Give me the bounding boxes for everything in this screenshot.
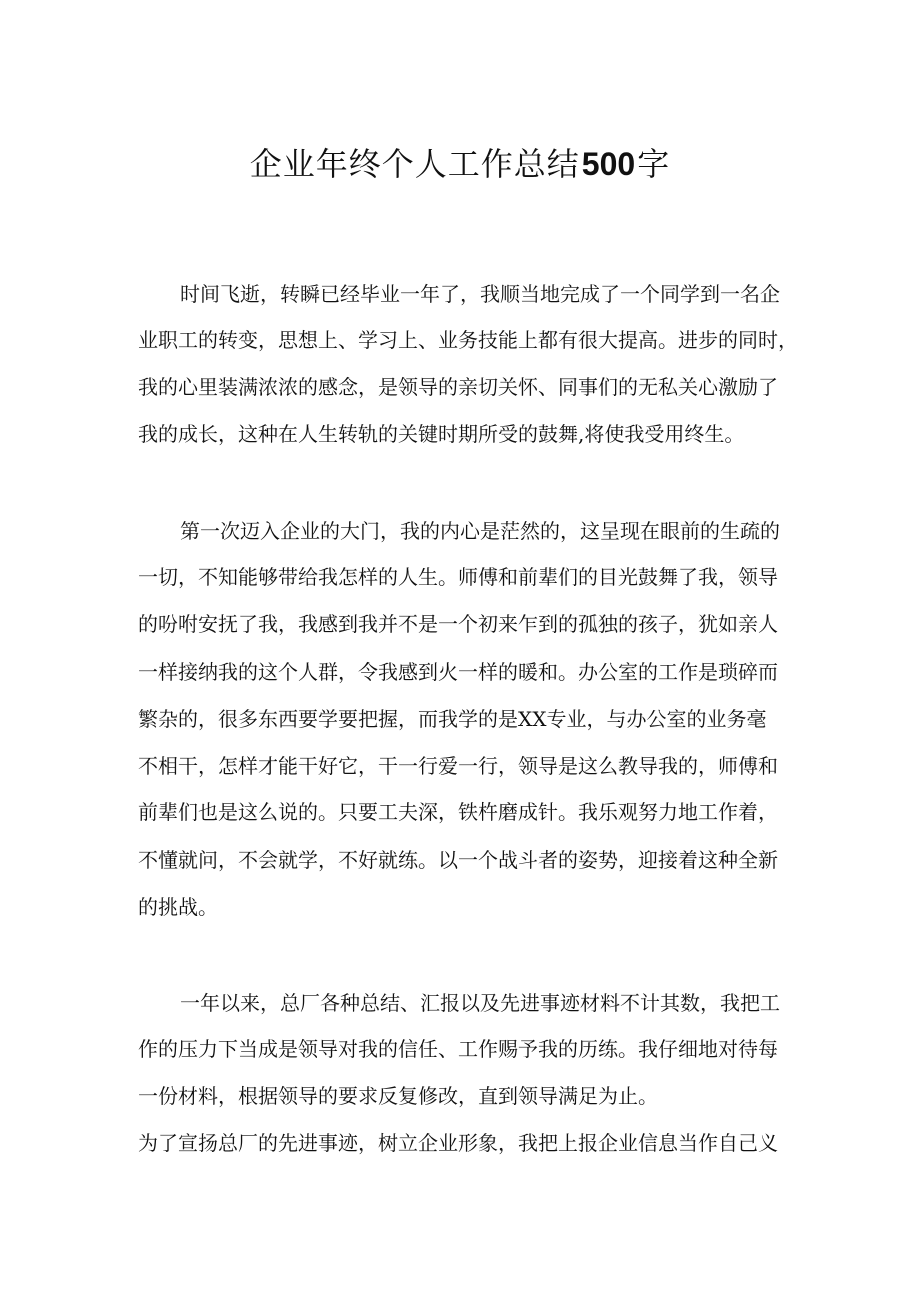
paragraph-3-line-4: 为了宣扬总厂的先进事迹，树立企业形象，我把上报企业信息当作自己义 [138,1131,778,1155]
paragraph-2-line-9: 的挑战。 [138,895,218,919]
paragraph-2-line-7: 前辈们也是这么说的。只要工夫深，铁杵磨成针。我乐观努力地工作着， [138,800,778,824]
paragraph-2-line-2: 一切，不知能够带给我怎样的人生。师傅和前辈们的目光鼓舞了我，领导 [138,565,778,589]
paragraph-2-line-4: 一样接纳我的这个人群，令我感到火一样的暖和。办公室的工作是琐碎而 [138,660,778,684]
paragraph-1-line-2: 业职工的转变，思想上、学习上、业务技能上都有很大提高。进步的同时， [138,328,798,352]
paragraph-3-line-2: 作的压力下当成是领导对我的信任、工作赐予我的历练。我仔细地对待每 [138,1037,778,1061]
paragraph-1-line-4: 我的成长，这种在人生转轨的关键时期所受的鼓舞,将使我受用终生。 [138,422,745,446]
paragraph-2-line-1: 第一次迈入企业的大门，我的内心是茫然的，这呈现在眼前的生疏的 [180,519,780,543]
title-prefix: 企业年终个人工作总结 [249,145,580,183]
paragraph-2-line-8: 不懂就问，不会就学，不好就练。以一个战斗者的姿势，迎接着这种全新 [138,848,778,872]
paragraph-3-line-1: 一年以来，总厂各种总结、汇报以及先进事迹材料不计其数，我把工 [180,991,780,1015]
paragraph-1-line-3: 我的心里装满浓浓的感念，是领导的亲切关怀、同事们的无私关心激励了 [138,375,778,399]
paragraph-3-line-3: 一份材料，根据领导的要求反复修改，直到领导满足为止。 [138,1084,658,1108]
paragraph-2-line-6: 不相干，怎样才能干好它，干一行爱一行，领导是这么教导我的，师傅和 [138,754,778,778]
paragraph-1-line-1: 时间飞逝，转瞬已经毕业一年了，我顺当地完成了一个同学到一名企 [180,282,780,306]
document-title [0,140,920,188]
paragraph-2-line-3: 的吩咐安抚了我，我感到我并不是一个初来乍到的孤独的孩子，犹如亲人 [138,612,778,636]
paragraph-2-line-5: 繁杂的，很多东西要学要把握，而我学的是XX专业，与办公室的业务毫 [138,707,767,731]
title-suffix: 字 [637,145,671,183]
title-number: 500 [581,146,636,182]
